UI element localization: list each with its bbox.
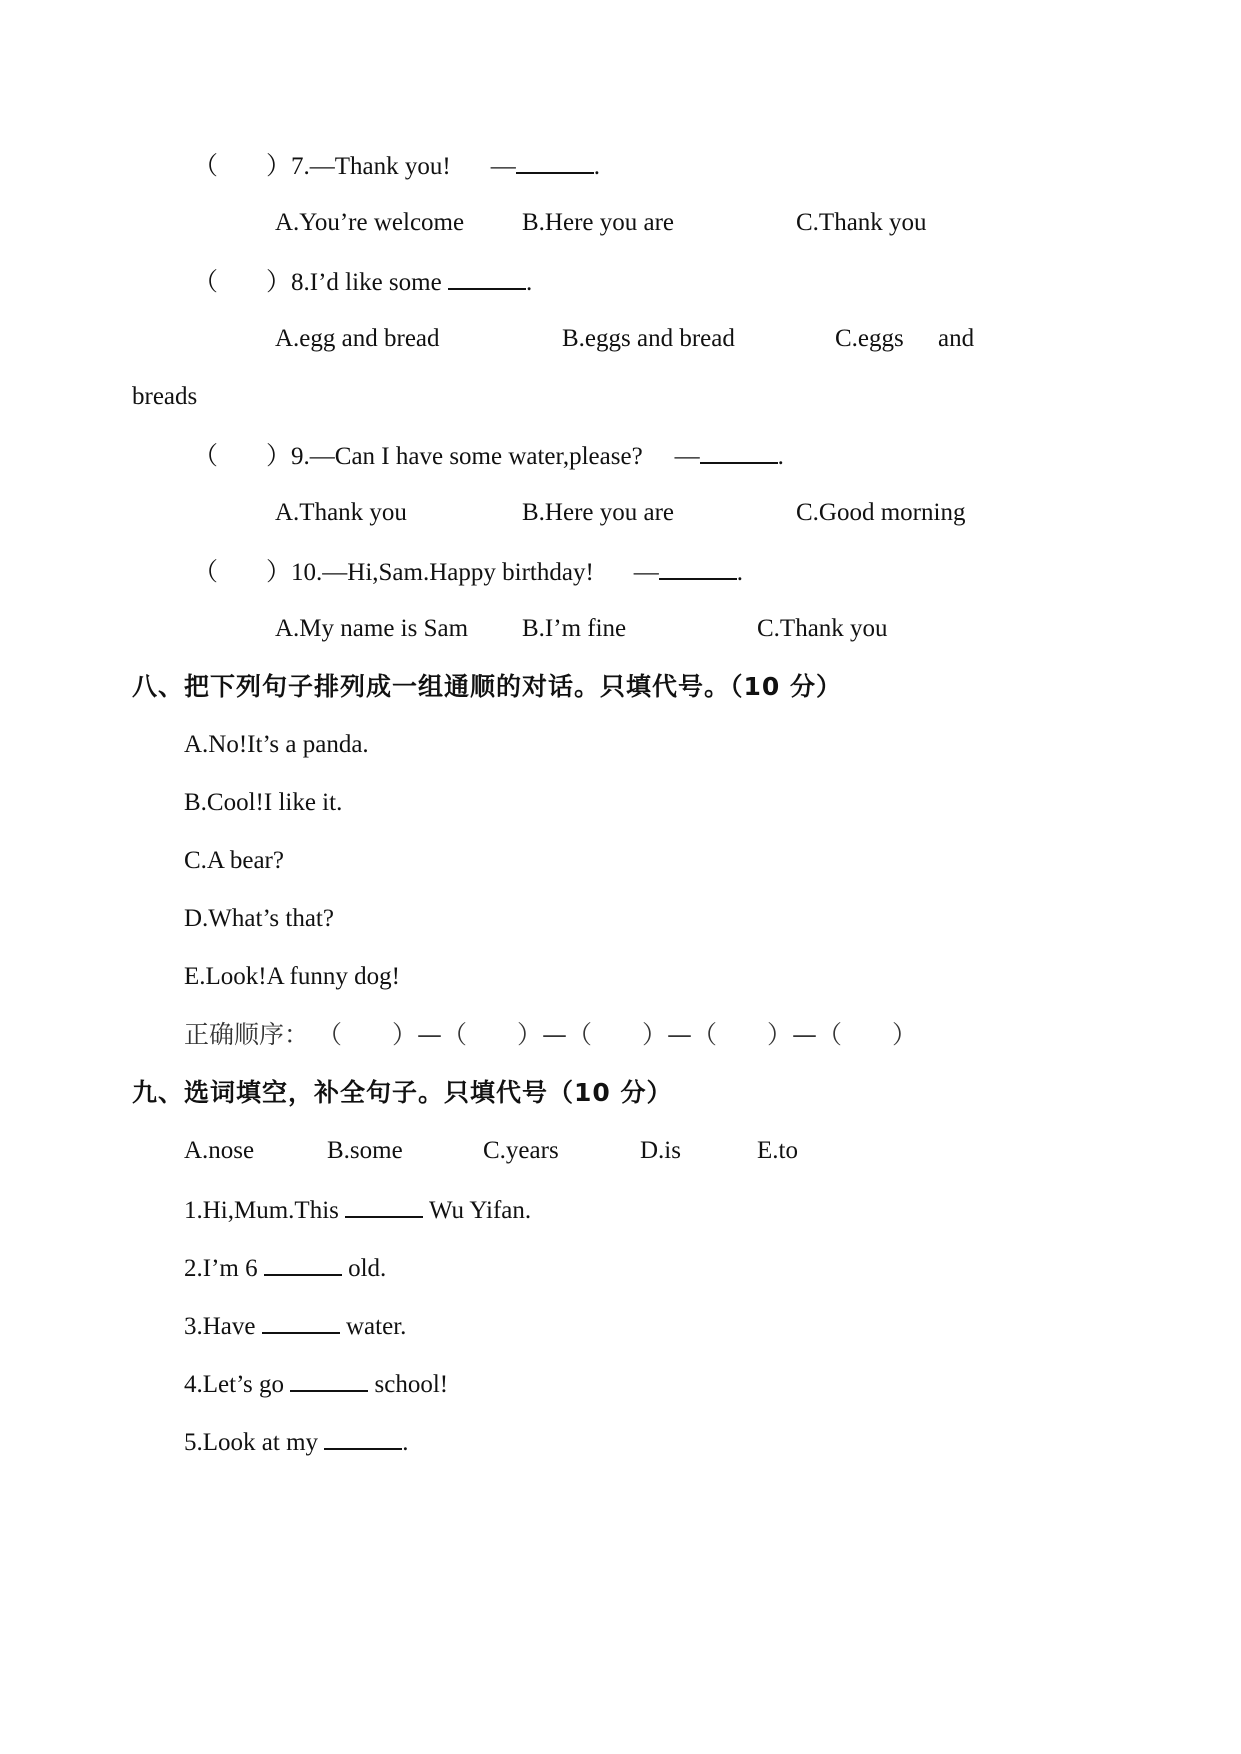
section-9-title: 九、选词填空，补全句子。只填代号（10 分） (132, 1078, 673, 1107)
word-choice: D.is (640, 1137, 681, 1164)
sentence-after: old. (348, 1255, 387, 1282)
question-10 (193, 556, 743, 588)
word-choice: A.nose (184, 1137, 255, 1164)
order-separator: — (792, 1020, 818, 1049)
order-label: 正确顺序： (184, 1020, 310, 1049)
option-a: A.Thank you (275, 499, 407, 526)
sentence-before: 3.Have (184, 1313, 256, 1340)
fill-sentence (184, 1368, 448, 1400)
answer-paren-open: （ (193, 557, 219, 586)
end-mark: . (777, 443, 784, 470)
sentence-after: Wu Yifan. (428, 1197, 532, 1224)
reply-dash: — (490, 153, 516, 180)
option-a: A.egg and bread (275, 325, 440, 352)
question-8 (193, 266, 532, 298)
option-c: C.Thank you (796, 209, 927, 236)
answer-blank[interactable] (448, 266, 526, 290)
answer-paren-close: ） (266, 557, 292, 586)
word-choice: C.years (483, 1137, 559, 1164)
dialogue-sentence: B.Cool!I like it. (184, 789, 343, 816)
order-slot[interactable]: （ ） (692, 1020, 793, 1049)
option-c: C.Thank you (757, 615, 888, 642)
end-mark: . (593, 153, 600, 180)
option-b: B.eggs and bread (562, 325, 735, 352)
option-a: A.You’re welcome (275, 209, 465, 236)
answer-blank[interactable] (345, 1194, 423, 1218)
section-8-title: 八、把下列句子排列成一组通顺的对话。只填代号。（10 分） (132, 672, 842, 701)
dialogue-sentence: D.What’s that? (184, 905, 334, 932)
order-answer-row (184, 1020, 917, 1050)
option-c-overflow: breads (132, 383, 198, 410)
order-slot[interactable]: （ ） (441, 1020, 542, 1049)
answer-paren-close: ） (266, 267, 292, 296)
option-c-continued: and (938, 325, 975, 352)
dialogue-sentence: A.No!It’s a panda. (184, 731, 369, 758)
fill-sentence (184, 1194, 531, 1226)
question-stem: I’d like some (309, 269, 442, 296)
fill-sentence (184, 1426, 409, 1458)
sentence-after: . (402, 1429, 409, 1456)
sentence-before: 5.Look at my (184, 1429, 319, 1456)
question-number: 8. (291, 269, 310, 296)
answer-blank[interactable] (290, 1368, 368, 1392)
sentence-after: school! (374, 1371, 449, 1398)
word-choice: E.to (757, 1137, 798, 1164)
answer-paren-close: ） (266, 151, 292, 180)
answer-paren-open: （ (193, 267, 219, 296)
word-choice: B.some (327, 1137, 403, 1164)
question-number: 9. (291, 443, 310, 470)
answer-paren-open: （ (193, 441, 219, 470)
answer-blank[interactable] (659, 556, 737, 580)
dialogue-sentence: E.Look!A funny dog! (184, 963, 400, 990)
question-7 (193, 150, 600, 182)
order-separator: — (416, 1020, 442, 1049)
option-a: A.My name is Sam (275, 615, 469, 642)
fill-sentence (184, 1252, 386, 1284)
order-slot[interactable]: （ ） (817, 1020, 918, 1049)
option-c: C.Good morning (796, 499, 966, 526)
option-c: C.eggs (835, 325, 904, 352)
order-slot[interactable]: （ ） (316, 1020, 417, 1049)
sentence-after: water. (346, 1313, 407, 1340)
sentence-before: 1.Hi,Mum.This (184, 1197, 339, 1224)
answer-paren-open: （ (193, 151, 219, 180)
question-number: 10. (291, 559, 323, 586)
answer-blank[interactable] (264, 1252, 342, 1276)
question-number: 7. (291, 153, 310, 180)
fill-sentence (184, 1310, 406, 1342)
dialogue-sentence: C.A bear? (184, 847, 284, 874)
question-stem: —Hi,Sam.Happy birthday! (322, 559, 594, 586)
question-stem: —Thank you! (309, 153, 451, 180)
option-b: B.I’m fine (522, 615, 627, 642)
sentence-before: 2.I’m 6 (184, 1255, 258, 1282)
end-mark: . (525, 269, 533, 296)
question-9 (193, 440, 784, 472)
answer-blank[interactable] (262, 1310, 340, 1334)
reply-dash: — (633, 559, 659, 586)
option-b: B.Here you are (522, 499, 675, 526)
order-separator: — (667, 1020, 693, 1049)
answer-paren-close: ） (266, 441, 292, 470)
reply-dash: — (674, 443, 700, 470)
answer-blank[interactable] (516, 150, 594, 174)
end-mark: . (736, 559, 744, 586)
option-b: B.Here you are (522, 209, 675, 236)
sentence-before: 4.Let’s go (184, 1371, 284, 1398)
order-separator: — (542, 1020, 567, 1049)
question-stem: —Can I have some water,please? (309, 443, 643, 470)
order-slot[interactable]: （ ） (567, 1020, 668, 1049)
answer-blank[interactable] (324, 1426, 402, 1450)
answer-blank[interactable] (700, 440, 778, 464)
